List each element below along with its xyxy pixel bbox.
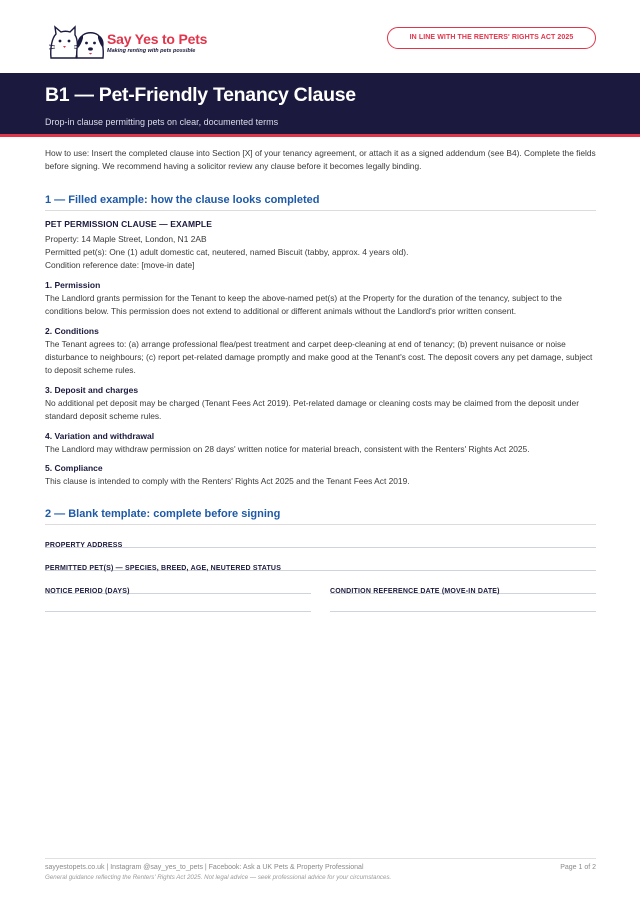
property-address-field[interactable] [45, 534, 596, 548]
clause-deposit [45, 384, 596, 424]
clause-body: This clause is intended to comply with the Renters' Rights Act 2025 and the Tenant Fees Act 2019. [45, 476, 410, 487]
page-subtitle: Drop-in clause permitting pets on clear, documented terms [45, 117, 279, 127]
permitted-pets-label: PERMITTED PET(S) — SPECIES, BREED, AGE, NEUTERED STATUS [45, 565, 282, 573]
example-pets: Permitted pet(s): One (1) adult domestic cat, neutered, named Biscuit (tabby, approx. 4 years old). [45, 247, 409, 257]
page-number: Page 1 of 2 [560, 864, 596, 871]
cat-and-dog-icon [47, 24, 105, 60]
notice-period-label: NOTICE PERIOD (DAYS) [45, 588, 130, 596]
clause-body: No additional pet deposit may be charged (Tenant Fees Act 2019). Pet-related damage or cleaning costs may be claimed from the deposit under standard deposit scheme rules. [45, 397, 579, 422]
condition-date-input-line[interactable] [330, 594, 596, 612]
compliance-badge: IN LINE WITH THE RENTERS' RIGHTS ACT 2025 [387, 27, 596, 49]
clause-body: The Landlord may withdraw permission on 28 days' written notice for material breach, consistent with the Renters' Rights Act 2025. [45, 443, 530, 454]
clause-heading: 3. Deposit and charges [45, 384, 139, 395]
clause-heading: 2. Conditions [45, 325, 99, 336]
brand-name: Say Yes to Pets [107, 31, 208, 47]
clause-conditions [45, 325, 596, 378]
brand-tagline: Making renting with pets possible [107, 48, 196, 54]
clause-variation [45, 430, 596, 456]
notice-period-field[interactable] [45, 580, 311, 612]
clause-heading: 5. Compliance [45, 463, 103, 474]
footer-disclaimer: General guidance reflecting the Renters' Rights Act 2025. Not legal advice — seek professional advice for your circumstances. [45, 874, 392, 881]
notice-period-input-line[interactable] [45, 594, 311, 612]
clause-body: The Landlord grants permission for the Tenant to keep the above-named pet(s) at the Property for the duration of the tenancy, subject to the conditions below. This permission does not extend to additional or different animals without the Landlord's prior written consent. [45, 292, 562, 317]
section-2-heading: 2 — Blank template: complete before signing [45, 508, 596, 525]
condition-date-field[interactable] [330, 580, 596, 612]
example-property: Property: 14 Maple Street, London, N1 2AB [45, 233, 207, 244]
condition-date-label: CONDITION REFERENCE DATE (MOVE-IN DATE) [330, 588, 500, 596]
title-band-accent [0, 134, 640, 137]
top-bar [0, 0, 640, 73]
section-1-heading: 1 — Filled example: how the clause looks completed [45, 194, 596, 211]
clause-heading: 4. Variation and withdrawal [45, 430, 155, 441]
permitted-pets-field[interactable] [45, 557, 596, 571]
page-footer [45, 858, 596, 881]
document-body [45, 147, 596, 612]
page-title: B1 — Pet-Friendly Tenancy Clause [45, 84, 356, 106]
property-address-label: PROPERTY ADDRESS [45, 542, 123, 550]
clause-permission [45, 279, 596, 319]
example-condition-date: Condition reference date: [move-in date] [45, 260, 195, 271]
clause-body: The Tenant agrees to: (a) arrange professional flea/pest treatment and carpet deep-cleaning at end of tenancy; (b) prevent nuisance or noise disturbance to neighbours; (c) report pet-related damage promptly and make good at the Tenant's cost. The deposit covers any pet damage, subject to deposit scheme rules. [45, 338, 593, 376]
clause-compliance [45, 462, 596, 488]
footer-links[interactable]: sayyestopets.co.uk | Instagram @say_yes_to_pets | Facebook: Ask a UK Pets & Property Professional [45, 864, 364, 871]
how-to-use-text: How to use: Insert the completed clause into Section [X] of your tenancy agreement, or attach it as a signed addendum (see B4). Complete the fields before signing. We recommend having a solicitor review any clause before it becomes legally binding. [45, 148, 596, 172]
example-title: PET PERMISSION CLAUSE — EXAMPLE [45, 218, 212, 229]
template-field-row [45, 580, 596, 612]
example-details [45, 233, 596, 273]
clause-heading: 1. Permission [45, 279, 101, 290]
brand-logo[interactable] [47, 24, 207, 60]
